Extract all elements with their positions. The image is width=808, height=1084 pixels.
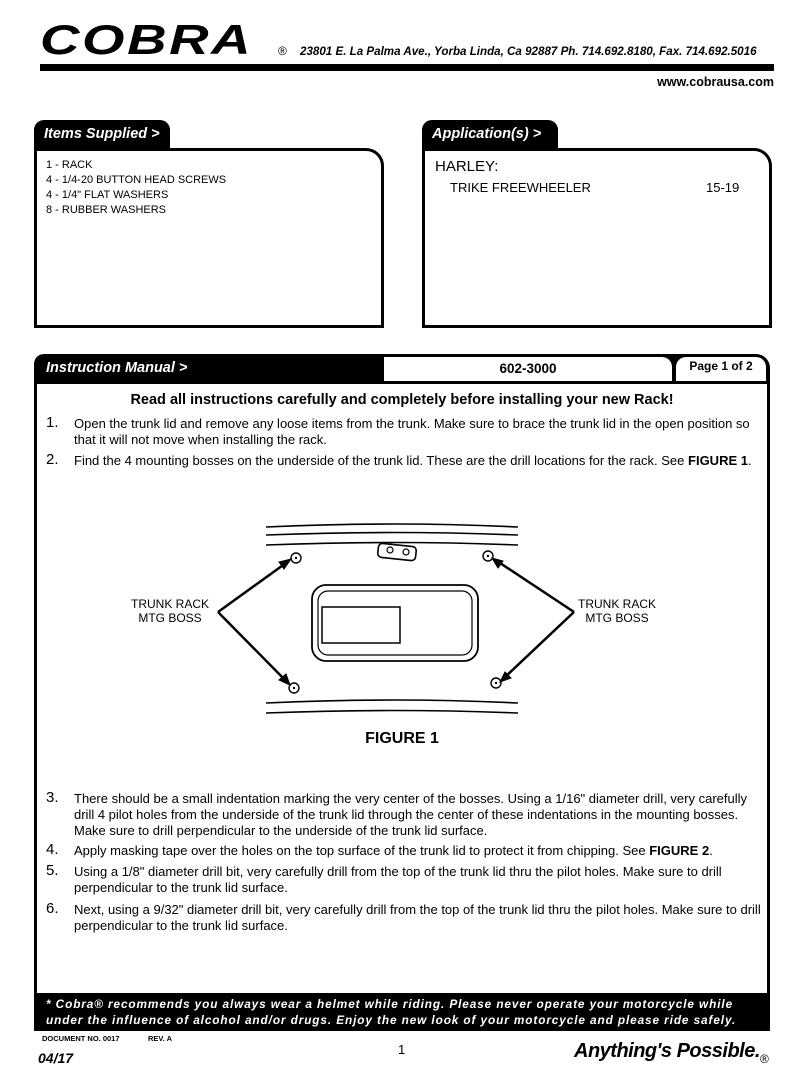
page-of: Page 1 of 2 xyxy=(689,359,753,373)
lid-edge-bottom xyxy=(266,700,518,703)
figure-label: FIGURE 1 xyxy=(365,730,439,747)
application-make: HARLEY: xyxy=(435,158,499,175)
document-date: 04/17 xyxy=(38,1050,74,1066)
step-text: Next, using a 9/32" diameter drill bit, very carefully drill from the top of the trunk lid thru the pilot holes. Make sure to drill perpendicular to the trunk lid surface. xyxy=(74,902,761,933)
latch-icon xyxy=(377,543,416,561)
applications-box xyxy=(422,148,772,328)
callout-right: TRUNK RACK MTG BOSS xyxy=(577,597,656,625)
step-number: 4. xyxy=(46,841,59,858)
company-address: 23801 E. La Palma Ave., Yorba Linda, Ca 92887 Ph. 714.692.8180, Fax. 714.692.5016 xyxy=(300,45,757,58)
callout-arrow-right xyxy=(492,558,574,682)
list-item: 4 - 1/4-20 BUTTON HEAD SCREWS xyxy=(46,174,227,186)
instruction-manual-tab: Instruction Manual > xyxy=(46,360,188,376)
items-supplied-list xyxy=(46,158,226,218)
mounting-boss-icon xyxy=(483,551,493,561)
step-text: Using a 1/8" diameter drill bit, very carefully drill from the top of the trunk lid thru the pilot holes. Make sure to drill perpendicular to the trunk lid surface. xyxy=(74,864,722,895)
lid-recess xyxy=(312,585,478,661)
step-text: There should be a small indentation marking the very center of the bosses. Using a 1/16" diameter drill, very carefully drill 4 pilot holes from the underside of the trunk lid through the center of these indentations in the mounting bosses. Make sure to drill perpendicular to the underside of the trunk lid surface. xyxy=(74,791,748,838)
applications-tab: Application(s) > xyxy=(422,120,558,148)
step-number: 5. xyxy=(46,862,59,879)
step-number: 1. xyxy=(46,414,59,431)
list-item: 4 - 1/4" FLAT WASHERS xyxy=(46,189,169,201)
page-number: 1 xyxy=(398,1042,406,1057)
step-text: Apply masking tape over the holes on the top surface of the trunk lid to protect it from chipping. See FIGURE 2. xyxy=(74,843,713,858)
application-years: 15-19 xyxy=(706,180,740,195)
callout-left: TRUNK RACK MTG BOSS xyxy=(130,597,209,625)
list-item: 1 - RACK xyxy=(46,159,93,171)
mounting-boss-icon xyxy=(291,553,301,563)
slogan-registered-mark: ® xyxy=(760,1052,769,1066)
application-model: TRIKE FREEWHEELER xyxy=(450,180,591,195)
registered-mark: ® xyxy=(278,44,287,58)
items-supplied-tab: Items Supplied > xyxy=(34,120,170,148)
step-text: Find the 4 mounting bosses on the underside of the trunk lid. These are the drill locations for the rack. See FIGURE 1. xyxy=(74,453,752,468)
brand-logo: COBRA xyxy=(40,16,254,63)
list-item: 8 - RUBBER WASHERS xyxy=(46,204,167,216)
lead-instruction: Read all instructions carefully and completely before installing your new Rack! xyxy=(130,392,674,408)
lid-edge-top xyxy=(266,524,518,527)
part-number: 602-3000 xyxy=(499,361,557,376)
step-number: 2. xyxy=(46,451,59,468)
revision: REV. A xyxy=(148,1034,173,1043)
mounting-boss-icon xyxy=(289,683,299,693)
callout-arrow-left xyxy=(218,559,291,685)
slogan: Anything's Possible. xyxy=(574,1040,760,1062)
header-rule xyxy=(40,64,774,71)
step-number: 3. xyxy=(46,789,59,806)
step-number: 6. xyxy=(46,900,59,917)
document-number: DOCUMENT NO. 0017 xyxy=(42,1034,120,1043)
safety-warning: * Cobra® recommends you always wear a helmet while riding. Please never operate your motorcycle while under the influence of alcohol and/or drugs. Enjoy the new look of your motorcycle and please ride safely. xyxy=(34,993,770,1031)
step-text: Open the trunk lid and remove any loose items from the trunk. Make sure to brace the trunk lid in the open position so that it will not move when installing the rack. xyxy=(74,416,750,447)
website-link[interactable]: www.cobrausa.com xyxy=(657,75,774,89)
mounting-boss-icon xyxy=(491,678,501,688)
